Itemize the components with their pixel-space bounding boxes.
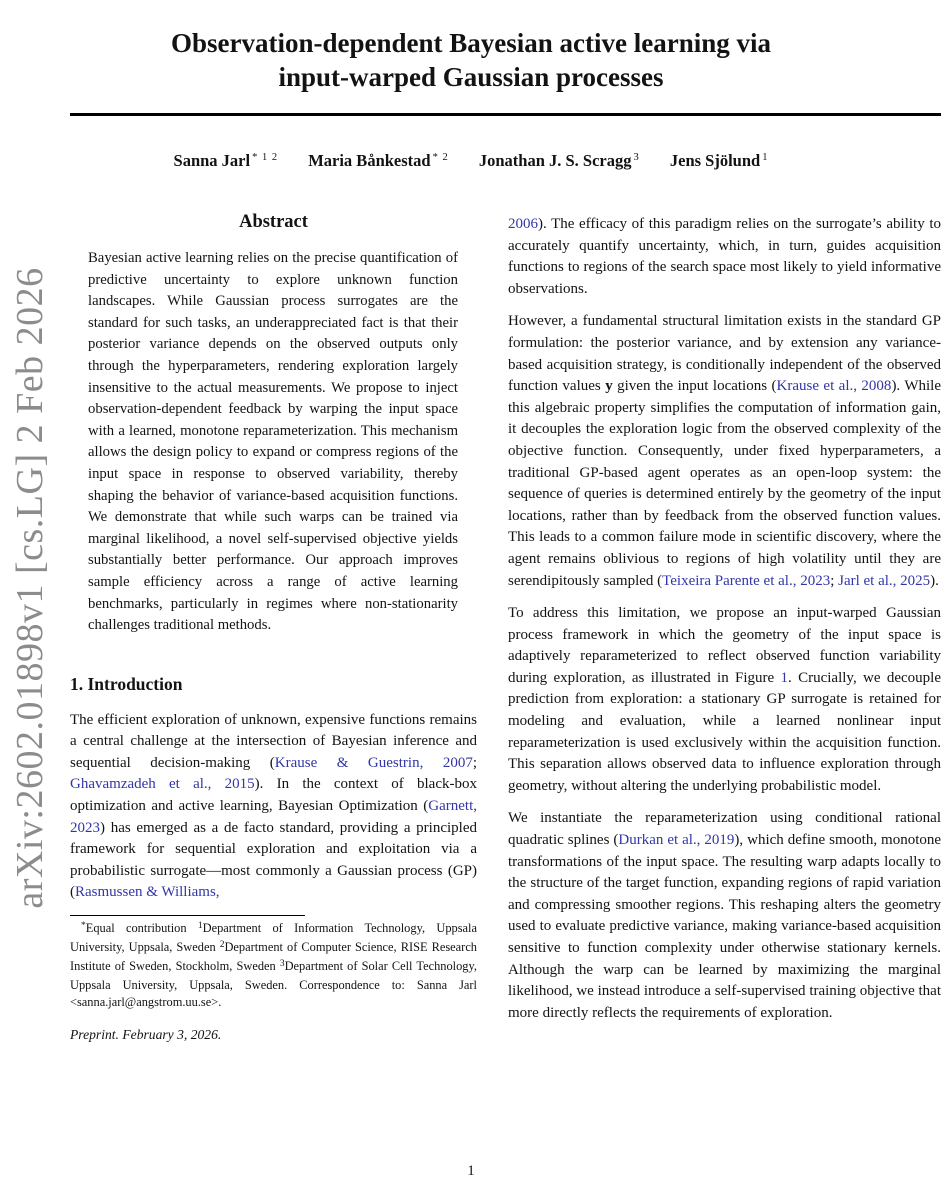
author — [174, 151, 279, 170]
text-segment: y — [605, 378, 613, 395]
text-segment: ). — [930, 572, 939, 589]
author-affiliation-sup: 1 — [762, 152, 769, 163]
intro-paragraph — [70, 710, 477, 904]
text-segment: Department of Solar Cell Technology, Uppsala University, Uppsala, Sweden. Correspondence to: Sanna Jarl <sanna.jarl@angstrom.uu.se>. — [70, 959, 477, 1010]
paragraph — [508, 603, 941, 797]
paragraph — [508, 808, 941, 1024]
citation-link[interactable]: Teixeira Parente et al., 2023 — [662, 572, 831, 589]
text-segment: given the input locations ( — [612, 378, 777, 395]
citation-link[interactable]: Ghavamzadeh et al., 2015 — [70, 776, 255, 793]
text-segment: ). In the context of black-box optimization and active learning, Bayesian Optimization ( — [70, 776, 477, 815]
text-segment: We instantiate the reparameterization using conditional rational quadratic splines ( — [508, 810, 941, 849]
text-segment: ), which define smooth, monotone transformations of the input space. The resulting warp adapts locally to the structure of the target function, expanding regions of rapid variation and compressing smoother regions. This reshaping alters the geometry used to evaluate predictive variance, making variance-based acquisition sensitive to function complexity under otherwise stationary kernels. Although the warp can be learned by maximizing the marginal likelihood, we instead introduce a self-supervised training objective that more directly reflects the requirements of exploration. — [508, 832, 942, 1021]
page-number: 1 — [467, 1163, 475, 1179]
abstract-text: Bayesian active learning relies on the precise quantification of predictive uncertainty to explore unknown function landscapes. While Gaussian process surrogates are the standard for such tasks, an underappreciated fact is that their posterior variance depends on the observed outputs only through the hyperparameters, rendering exploration largely insensitive to the actual measurements. We propose to inject observation-dependent feedback by warping the input space with a learned, monotone reparameterization. This mechanism allows the design policy to expand or compress regions of the input space in response to observed variability, thereby shaping the behavior of variance-based acquisition functions. We demonstrate that while such warps can be trained via marginal likelihood, a novel self-supervised objective yields substantially better performance. Our approach improves sample efficiency across a range of active learning benchmarks, particularly in regimes where non-stationarity challenges traditional methods. — [88, 250, 458, 634]
abstract-heading: Abstract — [239, 212, 308, 232]
title-rule — [70, 113, 941, 116]
author-name: Sanna Jarl — [173, 151, 251, 170]
text-segment: 3 — [279, 958, 285, 969]
citation-link[interactable]: Garnett, 2023 — [70, 798, 477, 836]
text-segment: ). While this algebraic property simplifies the computation of information gain, it decouples the exploration logic from the observed complexity of the objective function. Consequently, under fixed hyperparameters, a traditional GP-based agent operates as an open-loop system: the sequence of queries is determined entirely by the geometry of the input locations, rather than by feedback from the observed function values. This leads to a common failure mode in scientific discovery, where the agent remains oblivious to regions of high volatility until they are serendipitously sampled ( — [508, 378, 941, 589]
paper-title — [0, 26, 942, 94]
paper-title-line2: input-warped Gaussian processes — [278, 62, 664, 92]
text-segment: Equal contribution — [85, 921, 198, 936]
citation-link[interactable]: Krause & Guestrin, 2007 — [274, 754, 473, 771]
text-segment: However, a fundamental structural limitation exists in the standard GP formulation: the posterior variance, and by extension any variance-based acquisition strategy, is conditionally independent of the observed function values — [508, 313, 941, 395]
text-segment: The efficient exploration of unknown, expensive functions remains a central challenge at the intersection of Bayesian inference and sequential decision-making ( — [70, 711, 477, 771]
text-segment: . Crucially, we decouple prediction from exploration: a stationary GP surrogate is retained for modeling and evaluation, while a learned nonlinear input reparameterization is used exclusively within the acquisition function. This separation allows observed data to influence exploration through geometry, without altering the underlying probabilistic model. — [508, 669, 941, 794]
author-line — [0, 151, 942, 171]
text-segment: ; — [830, 572, 839, 589]
paragraph — [508, 214, 941, 300]
section-heading-introduction: 1. Introduction — [70, 673, 183, 694]
citation-link[interactable]: Durkan et al., 2019 — [618, 832, 735, 849]
text-segment: 1 — [197, 920, 203, 931]
author-affiliation-sup: * 2 — [432, 152, 449, 163]
author-name: Jonathan J. S. Scragg — [478, 151, 632, 170]
preprint-date: Preprint. February 3, 2026. — [70, 1027, 222, 1043]
author — [479, 151, 640, 170]
author-affiliation-sup: 3 — [633, 152, 640, 163]
text-segment: To address this limitation, we propose an input-warped Gaussian process framework in which the geometry of the input space is adaptively reparameterized to reflect observed function variability during exploration, as illustrated in Figure — [508, 605, 941, 686]
text-segment: ). The efficacy of this paradigm relies on the surrogate’s ability to accurately quantify uncertainty, which, in turn, guides acquisition functions to regions of the search space most likely to yield informative observations. — [508, 216, 941, 297]
citation-link[interactable]: Rasmussen & Williams, — [75, 884, 220, 901]
arxiv-watermark: arXiv:2602.01898v1 [cs.LG] 2 Feb 2026 — [9, 267, 51, 909]
citation-link[interactable]: 2006 — [508, 216, 538, 232]
text-segment: Department of Computer Science, RISE Research Institute of Sweden, Stockholm, Sweden — [70, 940, 478, 974]
text-segment: ) has emerged as a de facto standard, providing a principled framework for sequential exploration and exploitation via a probabilistic surrogate—most commonly a Gaussian process (GP) ( — [70, 819, 477, 901]
paragraph — [508, 311, 941, 592]
author — [670, 151, 769, 170]
text-segment: ; — [472, 754, 477, 771]
citation-link[interactable]: 1 — [780, 669, 789, 686]
paper-title-line1: Observation-dependent Bayesian active learning via — [171, 28, 771, 58]
author-affiliation-sup: * 1 2 — [252, 152, 279, 163]
text-segment: Department of Information Technology, Uppsala University, Uppsala, Sweden — [70, 921, 477, 955]
left-column — [70, 212, 477, 1043]
right-column — [508, 214, 941, 1035]
footnote — [70, 920, 477, 1011]
text-segment: 2 — [219, 939, 225, 950]
author-name: Maria Bånkestad — [308, 151, 431, 170]
footnote-rule — [70, 915, 305, 916]
text-segment: * — [81, 920, 86, 931]
author-name: Jens Sjölund — [669, 151, 761, 170]
citation-link[interactable]: Jarl et al., 2025 — [838, 572, 931, 589]
citation-link[interactable]: Krause et al., 2008 — [776, 378, 892, 395]
author — [308, 151, 449, 170]
